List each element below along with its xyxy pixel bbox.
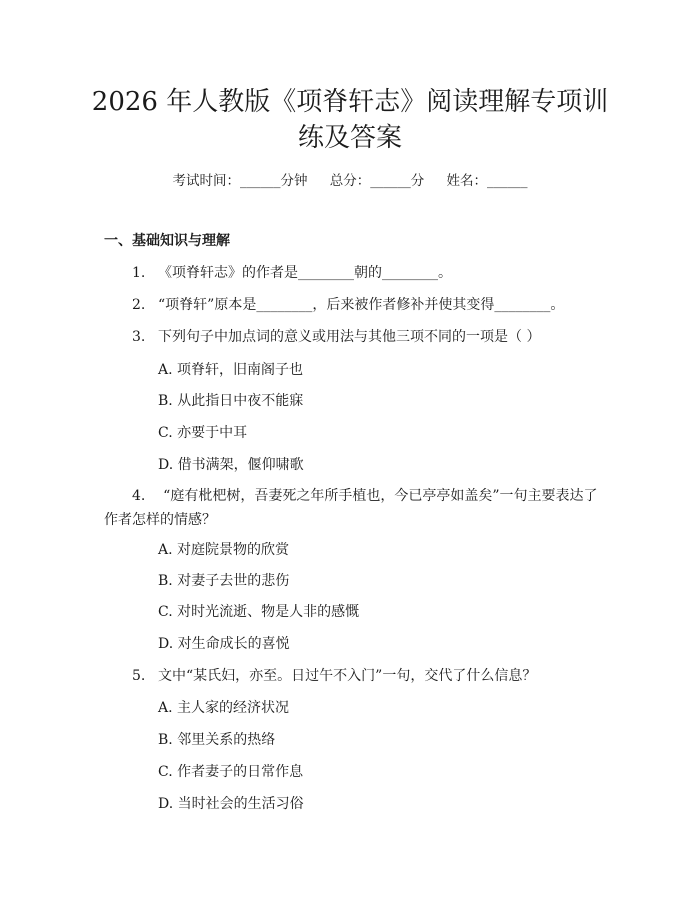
question-text: 文中“某氏妇，亦至。日过午不入门”一句，交代了什么信息？ — [158, 668, 537, 684]
q3-option-b: B. 从此指日中夜不能寐 — [158, 393, 304, 409]
section-heading: 一、基础知识与理解 — [104, 233, 230, 249]
question-number: 4. — [132, 488, 146, 504]
question-number: 1. — [132, 265, 146, 281]
question-2 — [132, 294, 564, 314]
q4-option-a: A. 对庭院景物的欣赏 — [158, 542, 290, 558]
q4-option-d: D. 对生命成长的喜悦 — [158, 636, 290, 652]
q5-option-a: A. 主人家的经济状况 — [158, 700, 290, 716]
q3-option-a: A. 项脊轩，旧南阁子也 — [158, 362, 304, 378]
question-3 — [132, 326, 540, 346]
q4-option-c: C. 对时光流逝、物是人非的感慨 — [158, 604, 360, 620]
question-number: 5. — [132, 668, 146, 684]
q5-option-d: D. 当时社会的生活习俗 — [158, 796, 304, 812]
exam-time: 考试时间：______分钟 — [172, 173, 308, 189]
q5-option-c: C. 作者妻子的日常作息 — [158, 764, 304, 780]
student-name: 姓名：______ — [446, 173, 528, 189]
q3-option-d: D. 借书满架，偃仰啸歌 — [158, 457, 304, 473]
question-number: 3. — [132, 329, 146, 345]
question-5 — [132, 665, 536, 685]
page-title: 2026 年人教版《项脊轩志》阅读理解专项训练及答案 — [91, 87, 609, 153]
question-text: 《项脊轩志》的作者是________朝的________。 — [158, 265, 452, 281]
question-text: “庭有枇杷树，吾妻死之年所手植也，今已亭亭如盖矣”一句主要表达了作者怎样的情感？ — [104, 488, 598, 528]
q5-option-b: B. 邻里关系的热络 — [158, 732, 276, 748]
question-4 — [104, 484, 604, 532]
question-text: “项脊轩”原本是________，后来被作者修补并使其变得________。 — [158, 297, 565, 313]
q3-option-c: C. 亦要于中耳 — [158, 425, 248, 441]
question-number: 2. — [132, 297, 146, 313]
total-score: 总分：______分 — [329, 173, 425, 189]
exam-meta — [0, 169, 700, 189]
q4-option-b: B. 对妻子去世的悲伤 — [158, 573, 290, 589]
question-1 — [132, 262, 452, 282]
question-text: 下列句子中加点词的意义或用法与其他三项不同的一项是（ ） — [158, 329, 541, 345]
